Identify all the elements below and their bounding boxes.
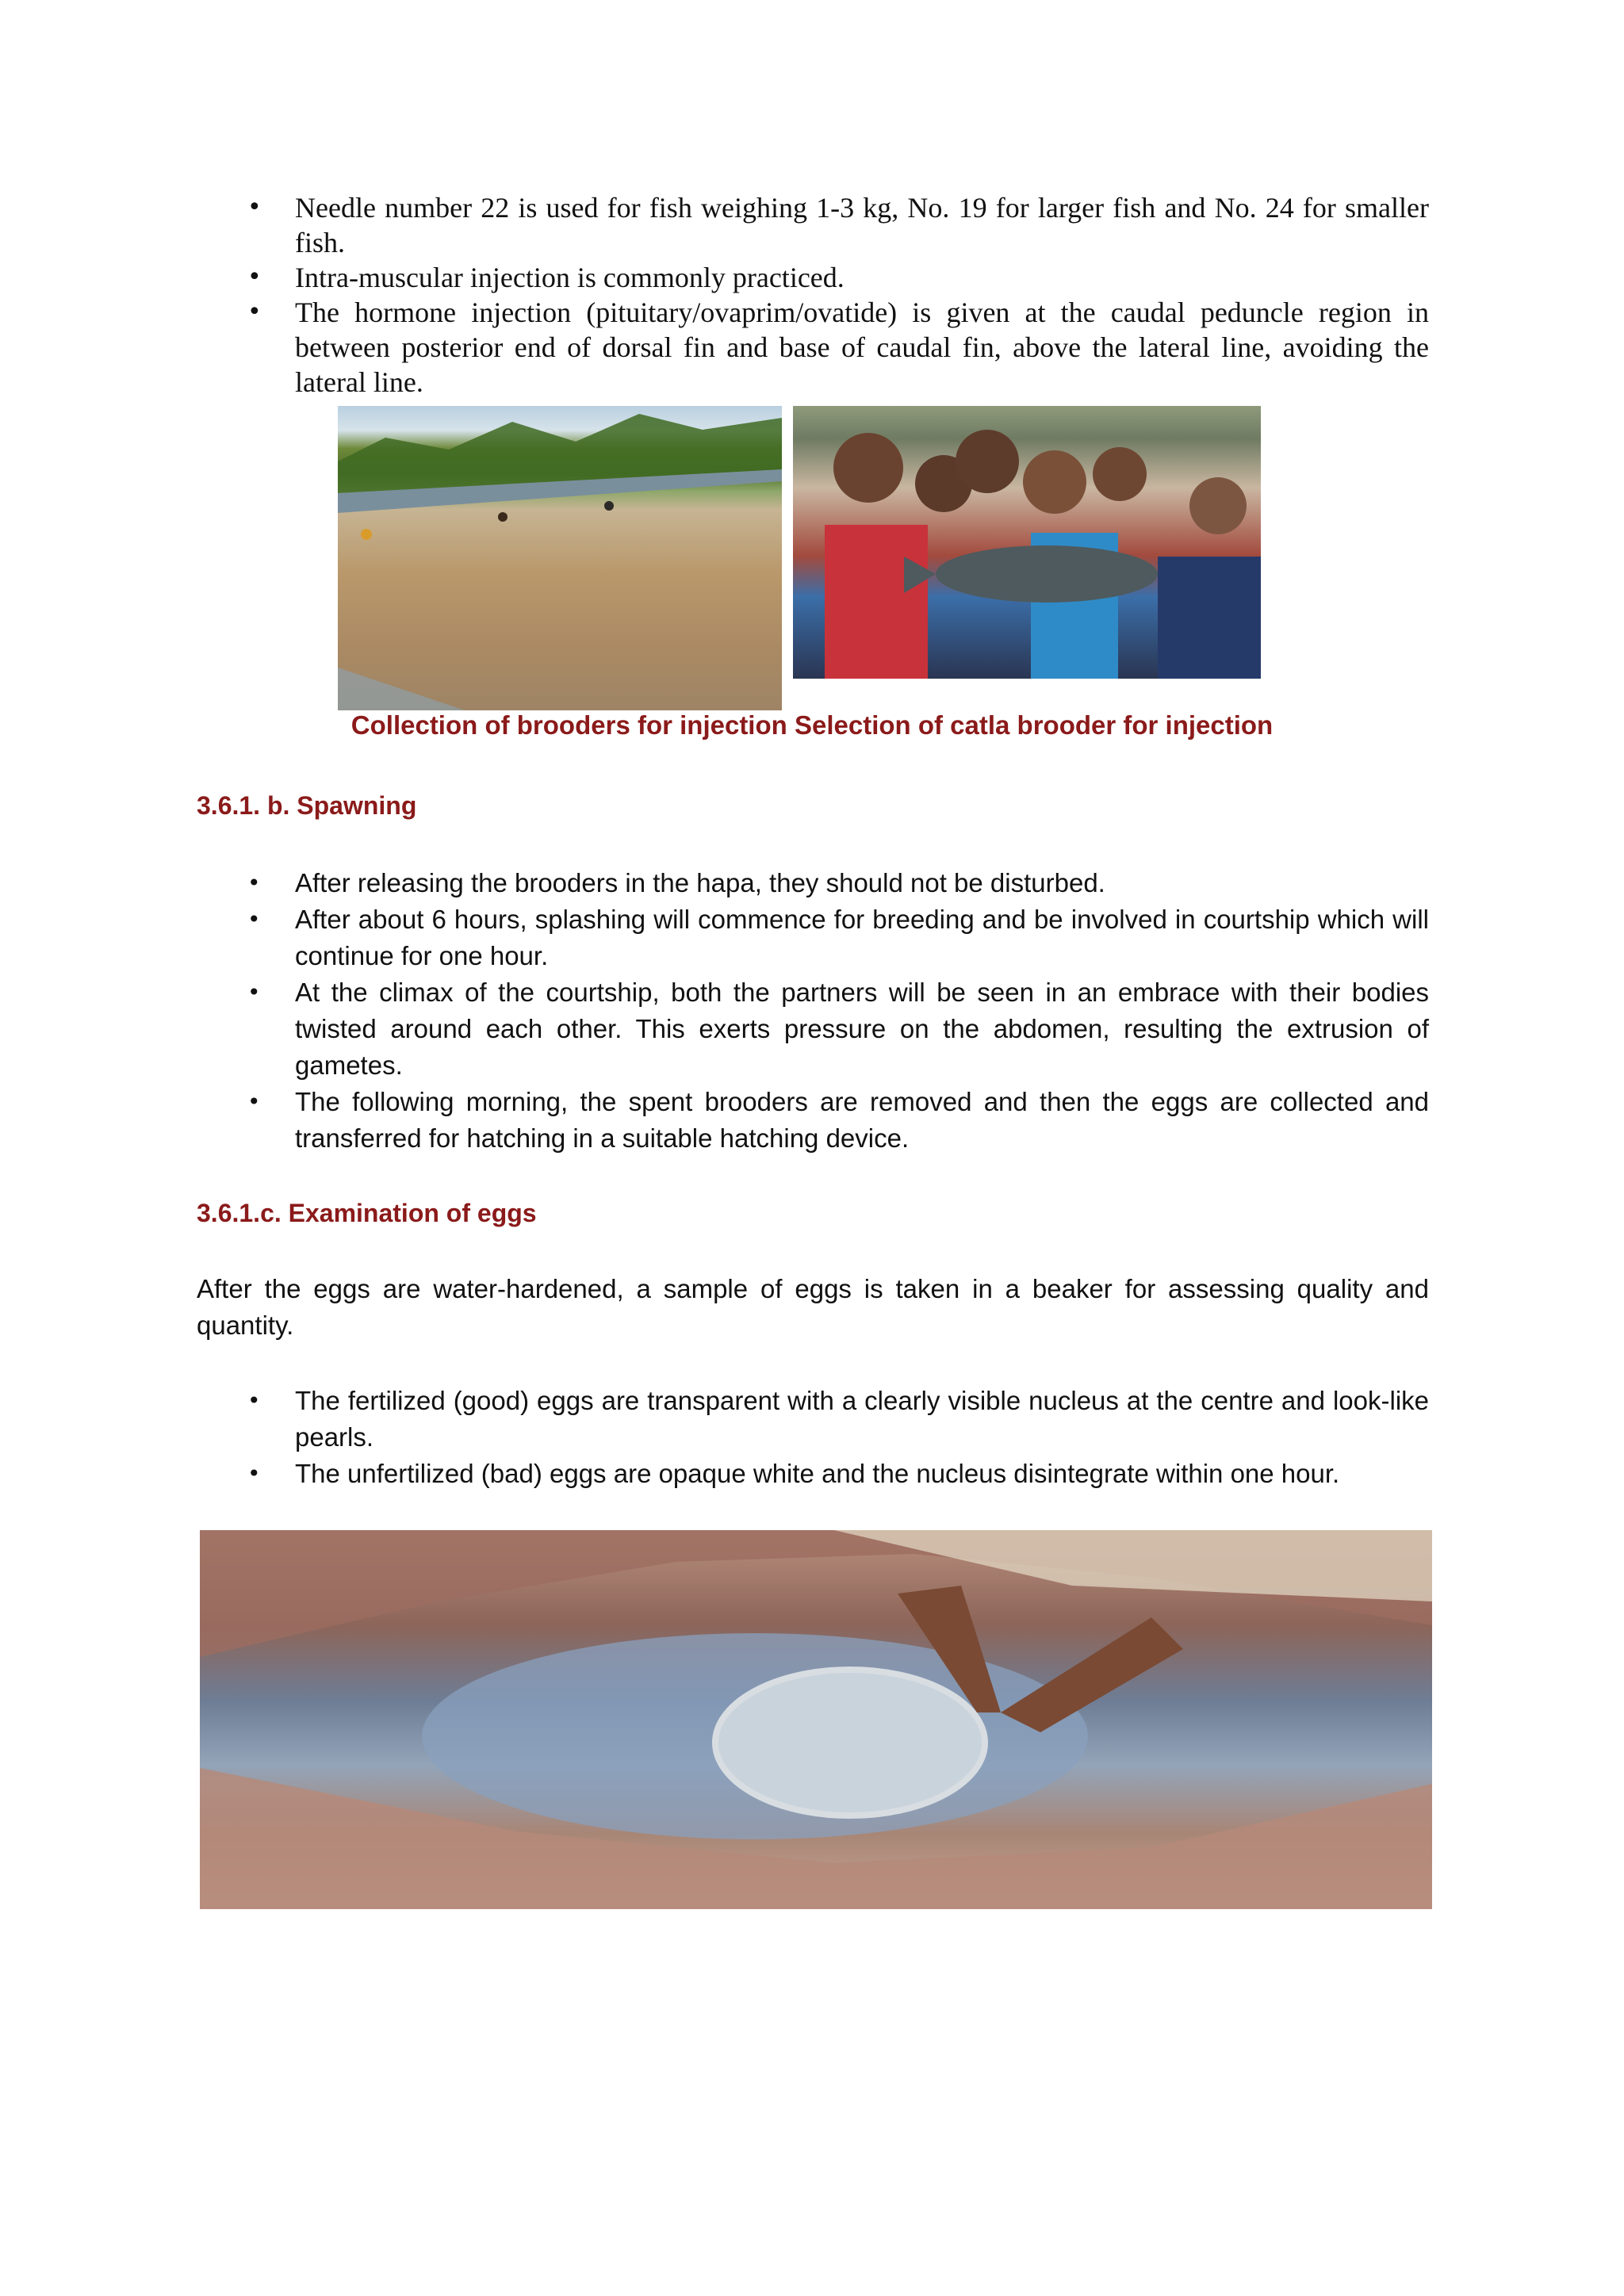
- examination-list: [235, 1383, 1429, 1492]
- people-illustration: [793, 406, 1261, 679]
- egg-collection-photo: [200, 1530, 1432, 1909]
- catla-brooder-photo: [793, 406, 1261, 679]
- pond-illustration: [338, 406, 782, 710]
- list-item: • After releasing the brooders in the hapa, they should not be disturbed.: [235, 865, 1429, 901]
- list-item: • Intra-muscular injection is commonly practiced.: [235, 260, 1429, 295]
- section-heading-spawning: 3.6.1. b. Spawning: [197, 791, 417, 820]
- list-item: • After about 6 hours, splashing will commence for breeding and be involved in courtship which will continue for one hour.: [235, 901, 1429, 974]
- list-item: • The following morning, the spent brooders are removed and then the eggs are collected and transferred for hatching in a suitable hatching device.: [235, 1084, 1429, 1157]
- section-heading-examination: 3.6.1.c. Examination of eggs: [197, 1199, 537, 1227]
- injection-list: [235, 190, 1429, 400]
- brooder-collection-photo: [338, 406, 782, 710]
- list-item: • Needle number 22 is used for fish weighing 1-3 kg, No. 19 for larger fish and No. 24 for smaller fish.: [235, 190, 1429, 260]
- list-item: • The fertilized (good) eggs are transparent with a clearly visible nucleus at the centre and look-like pearls.: [235, 1383, 1429, 1456]
- spawning-list: [235, 865, 1429, 1157]
- examination-paragraph: After the eggs are water-hardened, a sample of eggs is taken in a beaker for assessing quality and quantity.: [197, 1274, 1429, 1340]
- hapa-illustration: [200, 1530, 1432, 1909]
- photo-caption: Collection of brooders for injection Selection of catla brooder for injection: [350, 710, 1274, 740]
- list-item: • At the climax of the courtship, both the partners will be seen in an embrace with their bodies twisted around each other. This exerts pressure on the abdomen, resulting the extrusion of gametes.: [235, 974, 1429, 1084]
- list-item: • The hormone injection (pituitary/ovaprim/ovatide) is given at the caudal peduncle region in between posterior end of dorsal fin and base of caudal fin, above the lateral line, avoiding the lateral line.: [235, 295, 1429, 400]
- list-item: • The unfertilized (bad) eggs are opaque white and the nucleus disintegrate within one hour.: [235, 1456, 1429, 1492]
